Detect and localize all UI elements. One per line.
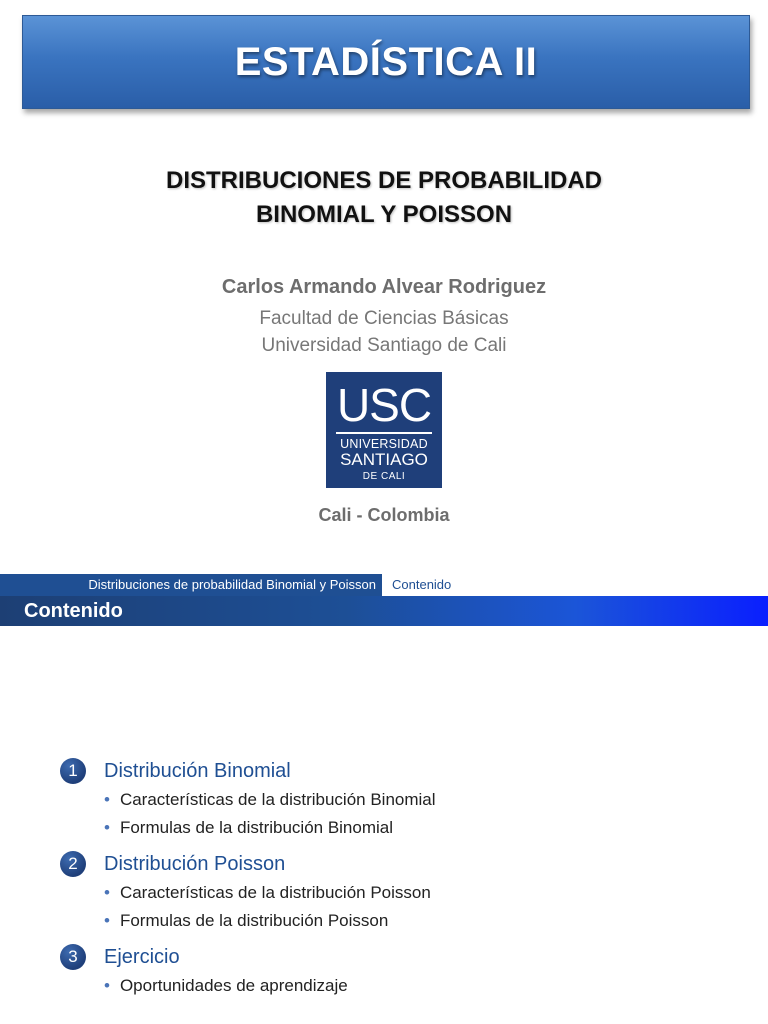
location: Cali - Colombia bbox=[318, 505, 450, 525]
bullet-dot-icon: • bbox=[104, 911, 110, 930]
bullet-text: Formulas de la distribución Binomial bbox=[119, 818, 394, 837]
bullet-text: Características de la distribución Poisson bbox=[119, 883, 431, 902]
bullet-dot-icon: • bbox=[104, 790, 110, 809]
presentation-subtitle bbox=[0, 164, 768, 232]
toc-item-ejercicio bbox=[60, 943, 180, 971]
section-header-bar bbox=[0, 596, 768, 626]
list-item bbox=[104, 909, 388, 933]
bullet-text: Formulas de la distribución Poisson bbox=[119, 911, 389, 930]
logo-acronym: USC bbox=[336, 379, 432, 431]
bullet-text: Oportunidades de aprendizaje bbox=[119, 976, 348, 995]
contents-slide bbox=[0, 574, 768, 1024]
toc-item-label: Distribución Binomial bbox=[104, 759, 291, 782]
author-name: Carlos Armando Alvear Rodriguez bbox=[221, 276, 547, 298]
toc-item-label: Ejercicio bbox=[104, 945, 180, 968]
logo-line-2: SANTIAGO bbox=[340, 450, 428, 469]
list-item bbox=[104, 881, 431, 905]
usc-logo bbox=[326, 372, 442, 488]
list-item bbox=[104, 788, 436, 812]
subtitle-line-2: BINOMIAL Y POISSON bbox=[255, 201, 513, 228]
bullet-dot-icon: • bbox=[104, 818, 110, 837]
faculty-name: Facultad de Ciencias Básicas bbox=[259, 308, 509, 329]
numbered-circle-icon: 1 bbox=[60, 758, 86, 784]
bullet-dot-icon: • bbox=[104, 976, 110, 995]
list-item bbox=[104, 816, 393, 840]
numbered-circle-icon: 3 bbox=[60, 944, 86, 970]
section-title: Contenido bbox=[24, 600, 123, 622]
toc-item-label: Distribución Poisson bbox=[104, 852, 286, 875]
course-title: ESTADÍSTICA II bbox=[234, 39, 538, 84]
bullet-text: Características de la distribución Binomial bbox=[119, 790, 436, 809]
bullet-dot-icon: • bbox=[104, 883, 110, 902]
university-name: Universidad Santiago de Cali bbox=[261, 335, 507, 356]
list-item bbox=[104, 974, 348, 998]
logo-line-3: DE CALI bbox=[362, 471, 406, 482]
numbered-circle-icon: 2 bbox=[60, 851, 86, 877]
subtitle-line-1: DISTRIBUCIONES DE PROBABILIDAD bbox=[165, 167, 603, 194]
logo-line-1: UNIVERSIDAD bbox=[340, 437, 428, 451]
toc-item-binomial bbox=[60, 757, 291, 785]
title-banner bbox=[22, 15, 750, 109]
breadcrumb-topic: Distribuciones de probabilidad Binomial y Poisson bbox=[0, 574, 382, 596]
breadcrumb bbox=[0, 574, 768, 596]
logo-divider bbox=[336, 432, 432, 434]
breadcrumb-section: Contenido bbox=[392, 577, 452, 592]
toc-item-poisson bbox=[60, 850, 285, 878]
